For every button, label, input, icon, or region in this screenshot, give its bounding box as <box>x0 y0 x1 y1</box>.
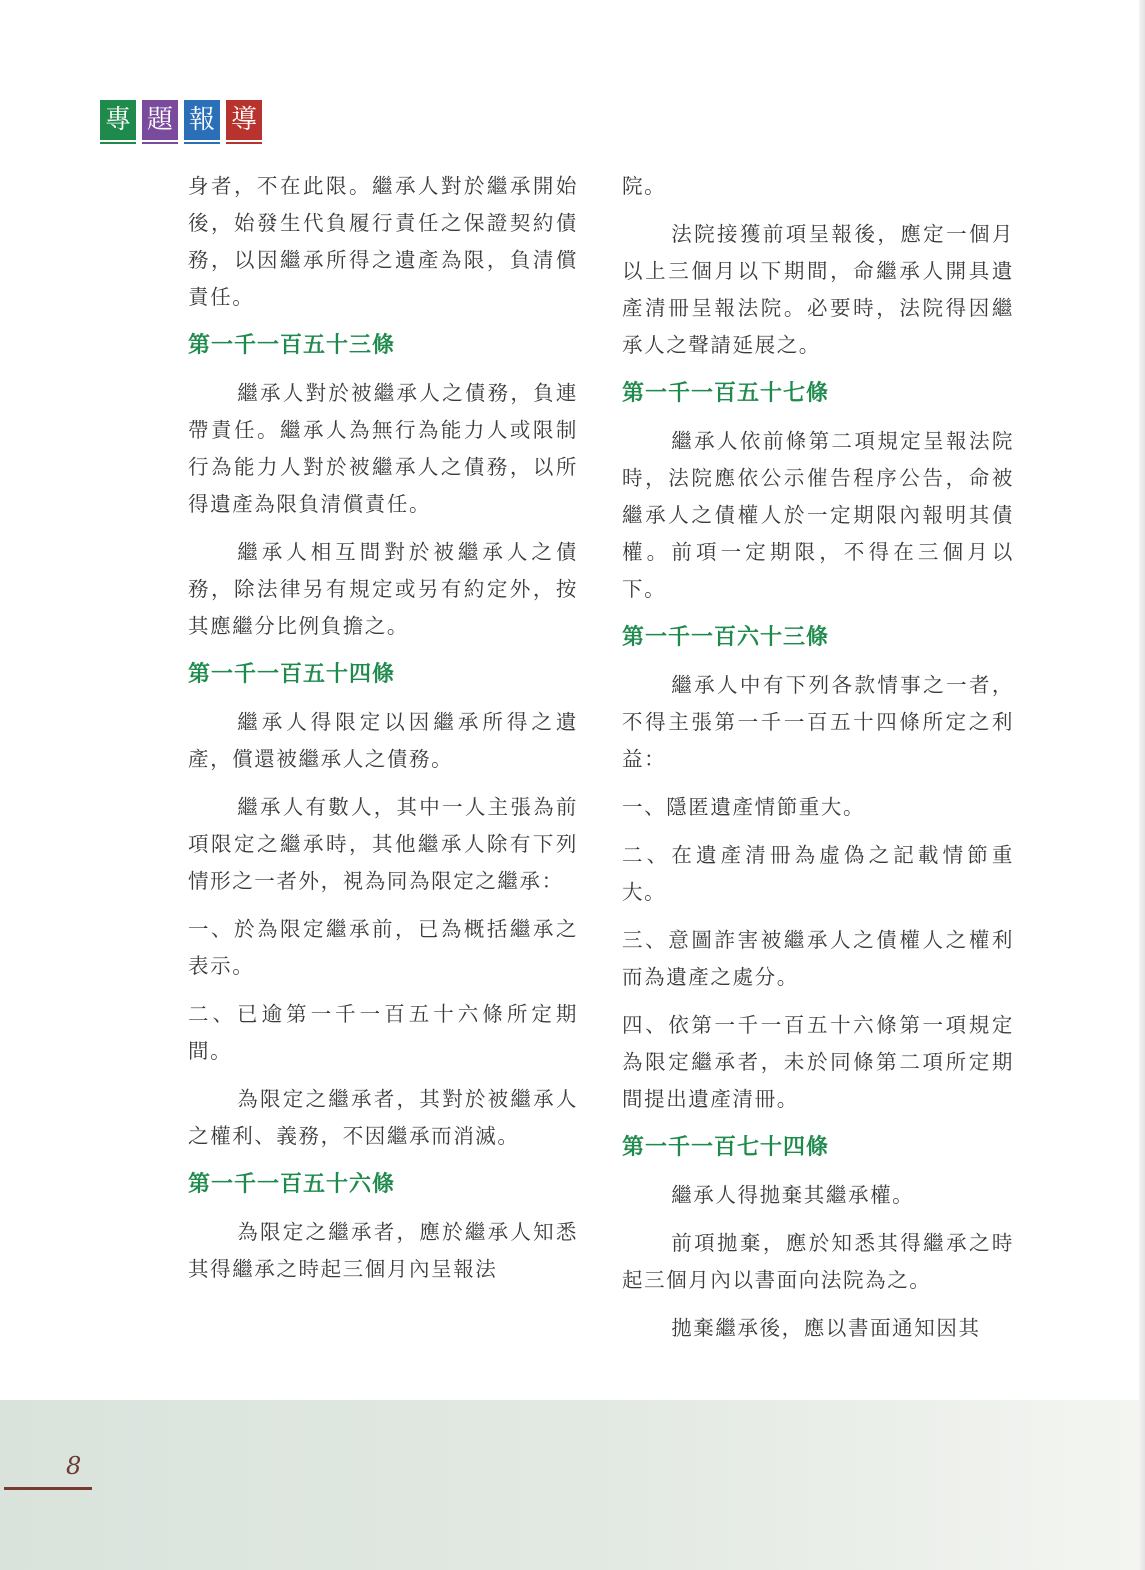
paragraph: 繼承人中有下列各款情事之一者，不得主張第一千一百五十四條所定之利益： <box>622 673 1014 771</box>
paragraph: 繼承人得拋棄其繼承權。 <box>671 1183 915 1207</box>
paragraph: 繼承人對於被繼承人之債務，負連帶責任。繼承人為無行為能力人或限制行為能力人對於被繼承人之債務，以所得遺產為限負清償責任。 <box>188 381 578 516</box>
article-heading: 第一千一百五十六條 <box>188 1172 396 1197</box>
paragraph: 繼承人得限定以因繼承所得之遺產，償還被繼承人之債務。 <box>188 710 578 771</box>
article-heading: 第一千一百五十三條 <box>188 333 396 358</box>
article-heading: 第一千一百六十三條 <box>622 625 830 650</box>
article-heading: 第一千一百五十四條 <box>188 662 396 687</box>
header-tag: 報 <box>184 100 220 140</box>
page-number: 8 <box>66 1452 82 1480</box>
section-header <box>100 100 262 140</box>
header-tag: 導 <box>226 100 262 140</box>
page-edge-shadow <box>1139 0 1145 1570</box>
paragraph: 繼承人依前條第二項規定呈報法院時，法院應依公示催告程序公告，命被繼承人之債權人於一定期限內報明其債權。前項一定期限，不得在三個月以下。 <box>622 429 1014 601</box>
paragraph: 繼承人有數人，其中一人主張為前項限定之繼承時，其他繼承人除有下列情形之一者外，視為同為限定之繼承： <box>188 795 578 893</box>
header-tag: 題 <box>142 100 178 140</box>
paragraph: 身者，不在此限。繼承人對於繼承開始後，始發生代負履行責任之保證契約債務，以因繼承所得之遺產為限，負清償責任。 <box>188 174 578 309</box>
footer-band <box>0 1400 1139 1570</box>
list-item: 二、已逾第一千一百五十六條所定期間。 <box>188 1002 578 1063</box>
article-heading: 第一千一百五十七條 <box>622 381 830 406</box>
paragraph: 院。 <box>622 174 667 198</box>
list-item: 二、在遺產清冊為虛偽之記載情節重大。 <box>622 843 1014 904</box>
list-item: 三、意圖詐害被繼承人之債權人之權利而為遺產之處分。 <box>622 928 1014 989</box>
paragraph: 法院接獲前項呈報後，應定一個月以上三個月以下期間，命繼承人開具遺產清冊呈報法院。必要時，法院得因繼承人之聲請延展之。 <box>622 222 1014 357</box>
paragraph: 為限定之繼承者，其對於被繼承人之權利、義務，不因繼承而消滅。 <box>188 1087 578 1148</box>
paragraph: 為限定之繼承者，應於繼承人知悉其得繼承之時起三個月內呈報法 <box>188 1220 578 1281</box>
article-heading: 第一千一百七十四條 <box>622 1135 830 1160</box>
left-column <box>188 168 578 1299</box>
page-number-underline <box>4 1487 92 1490</box>
paragraph: 繼承人相互間對於被繼承人之債務，除法律另有規定或另有約定外，按其應繼分比例負擔之。 <box>188 540 578 638</box>
list-item: 四、依第一千一百五十六條第一項規定為限定繼承者，未於同條第二項所定期間提出遺產清冊。 <box>622 1013 1014 1111</box>
list-item: 一、於為限定繼承前，已為概括繼承之表示。 <box>188 917 578 978</box>
paragraph: 前項拋棄，應於知悉其得繼承之時起三個月內以書面向法院為之。 <box>622 1231 1014 1292</box>
right-column <box>622 168 1014 1358</box>
header-tag: 專 <box>100 100 136 140</box>
list-item: 一、隱匿遺產情節重大。 <box>622 795 866 819</box>
paragraph: 拋棄繼承後，應以書面通知因其 <box>671 1316 981 1340</box>
